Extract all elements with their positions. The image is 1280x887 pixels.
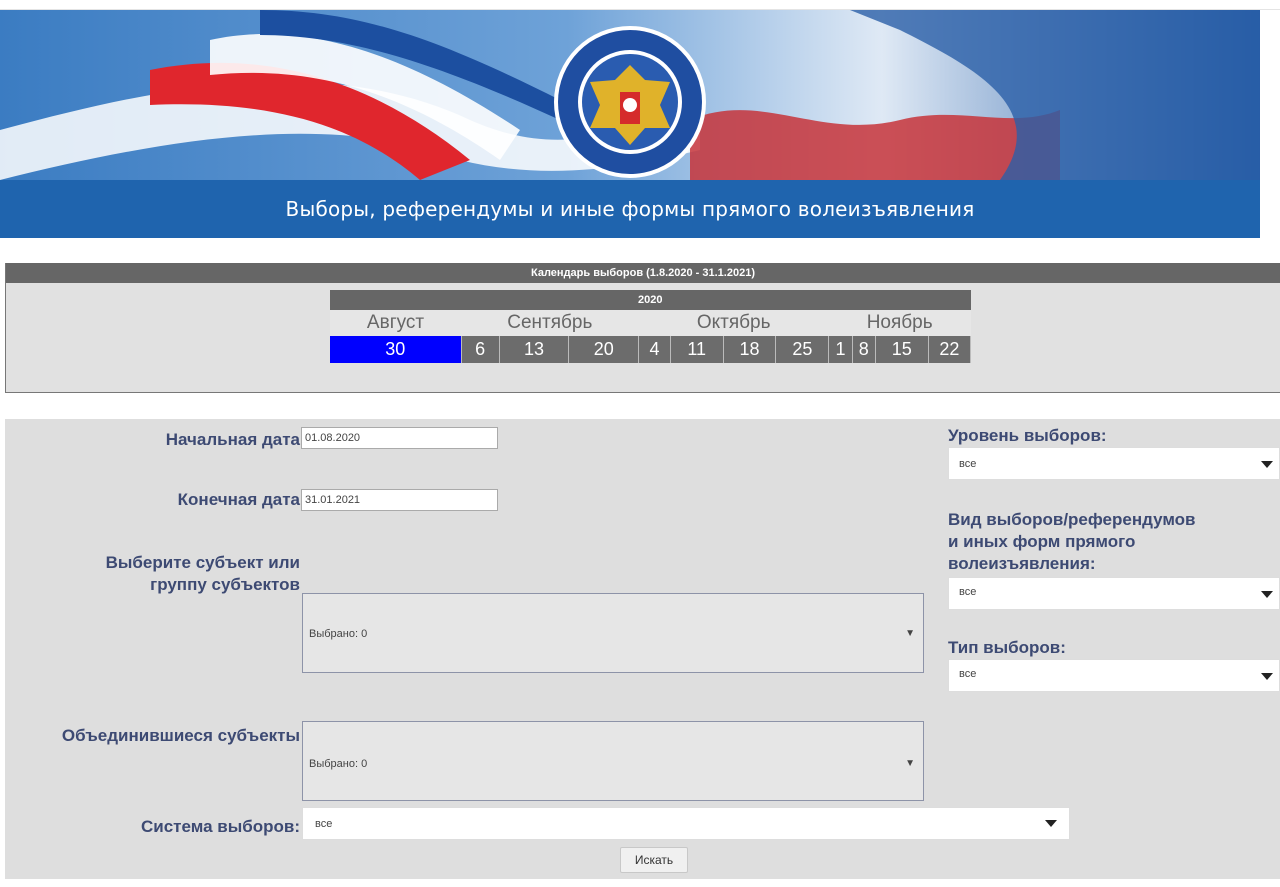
chevron-down-icon [1261,461,1273,468]
calendar-day[interactable]: 15 [875,336,928,363]
election-type-select[interactable]: все [948,659,1280,692]
end-date-input[interactable]: 31.01.2021 [301,489,498,511]
calendar-table [330,290,971,363]
month-august: Август [330,310,461,336]
chevron-down-icon [1045,820,1057,827]
election-system-select[interactable]: все [302,807,1070,840]
month-november: Ноябрь [829,310,971,336]
election-type-label: Тип выборов: [948,638,1066,657]
chevron-down-icon [1261,673,1273,680]
calendar-day[interactable]: 4 [639,336,671,363]
election-system-label: Система выборов: [140,817,300,836]
calendar-day[interactable]: 13 [499,336,569,363]
calendar-header: Календарь выборов (1.8.2020 - 31.1.2021) [6,263,1280,283]
search-button[interactable]: Искать [620,847,688,873]
chevron-down-icon [1261,591,1273,598]
election-level-select[interactable]: все [948,447,1280,480]
calendar-day[interactable]: 6 [461,336,499,363]
subject-multiselect[interactable] [302,593,924,673]
election-level-label: Уровень выборов: [948,426,1107,445]
calendar-day[interactable]: 11 [670,336,723,363]
election-kind-select[interactable]: все [948,577,1280,610]
cec-emblem-icon [554,26,706,178]
banner-title-bar [0,180,1260,238]
merged-subjects-label: Объединившиеся субъекты [61,726,300,745]
flag-banner-art [0,10,1260,180]
calendar-year: 2020 [330,290,971,310]
merged-selected-count: Выбрано: 0 [309,758,368,770]
calendar-day[interactable]: 25 [776,336,829,363]
calendar-day[interactable]: 8 [852,336,875,363]
month-october: Октябрь [639,310,829,336]
subject-selected-count: Выбрано: 0 [309,628,368,640]
chevron-down-icon: ▼ [905,758,915,769]
header-banner [0,10,1260,238]
search-filters-panel [5,419,1280,879]
calendar-day[interactable]: 1 [829,336,852,363]
calendar-day[interactable]: 18 [723,336,776,363]
merged-subjects-multiselect[interactable] [302,721,924,801]
election-kind-label: Вид выборов/референдумов и иных форм прямого волеизъявления: [948,510,1196,573]
start-date-label: Начальная дата [165,430,300,449]
subject-label: Выберите субъект или группу субъектов [105,553,300,594]
start-date-input[interactable]: 01.08.2020 [301,427,498,449]
election-calendar [5,263,1280,393]
banner-title: Выборы, референдумы и иные формы прямого волеизъявления [285,197,975,221]
month-september: Сентябрь [461,310,639,336]
chevron-down-icon: ▼ [905,628,915,639]
calendar-day[interactable]: 22 [928,336,970,363]
top-border [0,0,1280,10]
calendar-day[interactable]: 30 [330,336,461,363]
end-date-label: Конечная дата [177,490,300,509]
calendar-day[interactable]: 20 [569,336,639,363]
